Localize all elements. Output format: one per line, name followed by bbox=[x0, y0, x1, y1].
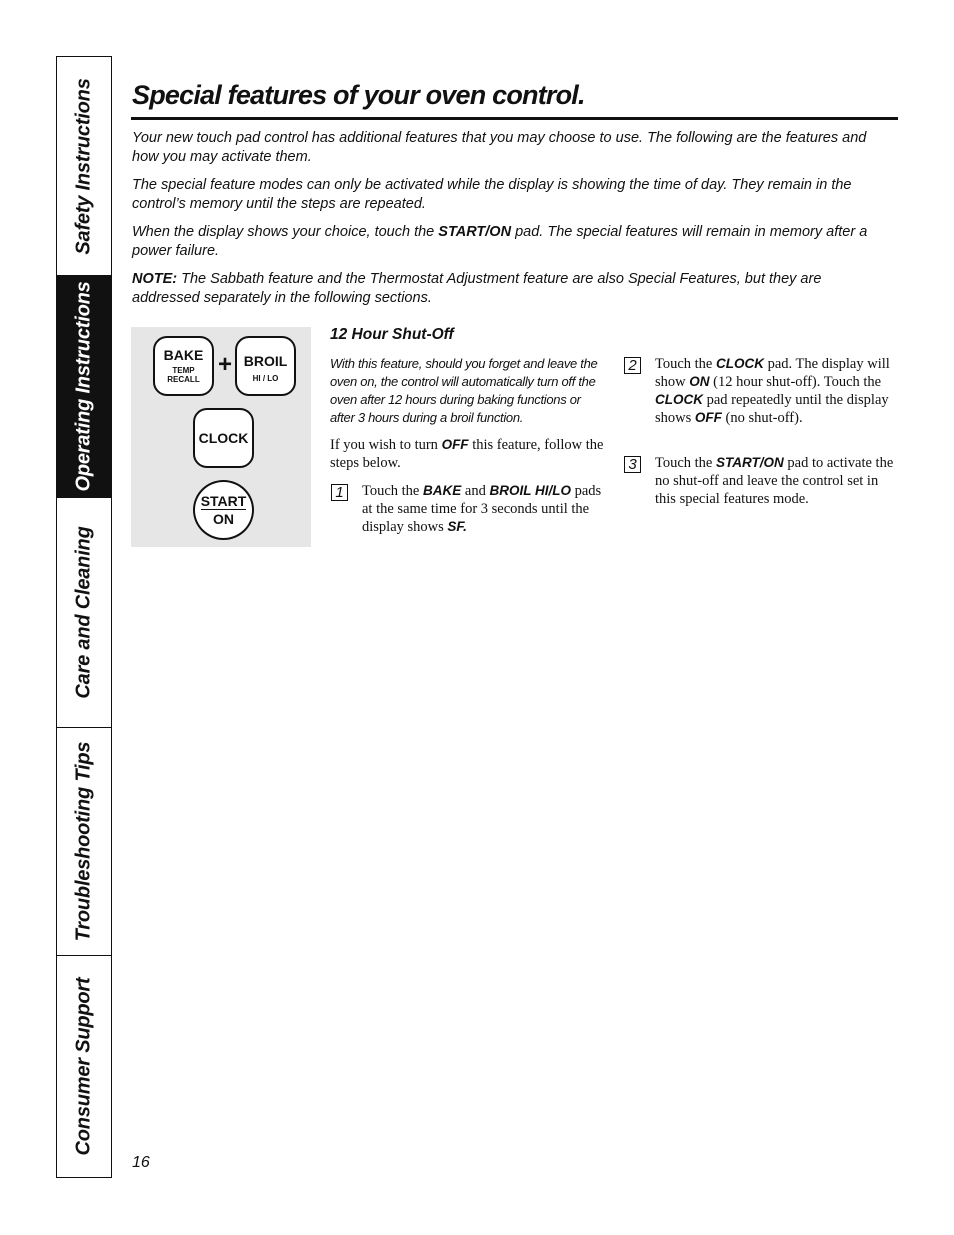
tab-label: Troubleshooting Tips bbox=[72, 741, 95, 942]
step-number: 2 bbox=[624, 357, 641, 374]
intro-paragraph-2: The special feature modes can only be activated while the display is showing the time of day. They remain in the control’s memory until the steps are repeated. bbox=[132, 177, 852, 212]
keyword: CLOCK bbox=[655, 392, 703, 407]
side-tabs bbox=[56, 56, 112, 1178]
keyword: START/ON bbox=[438, 224, 512, 240]
text: If you wish to turn bbox=[330, 437, 442, 453]
keyword: CLOCK bbox=[716, 356, 764, 371]
text: pad. The display will show bbox=[655, 356, 890, 390]
title-rule bbox=[131, 117, 898, 120]
step-text bbox=[655, 454, 899, 508]
text: (12 hour shut-off). Touch the bbox=[709, 374, 882, 390]
touch-pad-illustration bbox=[131, 327, 311, 547]
clock-pad bbox=[193, 408, 254, 468]
intro-note bbox=[132, 270, 892, 307]
text: The Sabbath feature and the Thermostat Adjustment feature are also Special Features, but they are addressed separately in the following sections. bbox=[132, 271, 822, 306]
step-1 bbox=[331, 482, 606, 536]
text: pads at the same time for 3 seconds until the display shows bbox=[362, 483, 602, 535]
pad-sublabel: TEMP bbox=[172, 366, 195, 375]
text: Touch the bbox=[655, 455, 716, 471]
page-number: 16 bbox=[132, 1154, 150, 1171]
step-text bbox=[655, 355, 899, 427]
broil-pad bbox=[235, 336, 296, 396]
tab-label: Care and Cleaning bbox=[72, 526, 95, 699]
tab-troubleshooting-tips[interactable] bbox=[57, 728, 111, 956]
text: this feature, follow the steps below. bbox=[330, 437, 604, 471]
tab-consumer-support[interactable] bbox=[57, 956, 111, 1177]
tab-care-and-cleaning[interactable] bbox=[57, 498, 111, 728]
tab-label: Operating Instructions bbox=[72, 281, 95, 492]
step-number: 3 bbox=[624, 456, 641, 473]
step-3 bbox=[624, 454, 899, 508]
intro-paragraph-3 bbox=[132, 223, 892, 260]
section-description: With this feature, should you forget and leave the oven on, the control will automatically turn off the oven after 12 hours during baking functions or after 3 hours during a broil function. bbox=[330, 356, 598, 425]
pad-label: BROIL bbox=[243, 352, 288, 369]
text: Touch the bbox=[655, 356, 716, 372]
section-instruction bbox=[330, 436, 605, 472]
keyword: START/ON bbox=[716, 455, 784, 470]
keyword: OFF bbox=[441, 437, 469, 452]
pad-label: ON bbox=[213, 510, 234, 527]
keyword: BAKE bbox=[423, 483, 462, 498]
note-label: NOTE: bbox=[132, 271, 178, 287]
tab-operating-instructions[interactable] bbox=[57, 276, 111, 498]
tab-label: Safety Instructions bbox=[72, 77, 95, 255]
pad-label: CLOCK bbox=[198, 429, 249, 446]
step-2 bbox=[624, 355, 899, 427]
section-title: 12 Hour Shut-Off bbox=[330, 326, 454, 343]
intro-text bbox=[132, 129, 892, 317]
text: pad. The special features will remain in memory after a power failure. bbox=[132, 224, 868, 259]
page-title: Special features of your oven control. bbox=[132, 80, 585, 110]
text: and bbox=[461, 483, 490, 499]
keyword: BROIL HI/LO bbox=[489, 483, 571, 498]
step-text bbox=[362, 482, 606, 536]
keyword: OFF bbox=[694, 410, 722, 425]
text: When the display shows your choice, touch the bbox=[132, 224, 439, 240]
tab-label: Consumer Support bbox=[72, 977, 95, 1156]
tab-safety-instructions[interactable] bbox=[57, 57, 111, 276]
keyword: ON bbox=[689, 374, 710, 389]
pad-sublabel: RECALL bbox=[167, 375, 200, 384]
step-number: 1 bbox=[331, 484, 348, 501]
bake-pad bbox=[153, 336, 214, 396]
text: pad to activate the no shut-off and leave the control set in this special features mode. bbox=[655, 455, 894, 507]
text: pad repeatedly until the display shows bbox=[655, 392, 889, 426]
plus-icon: + bbox=[217, 351, 232, 378]
intro-paragraph-1: Your new touch pad control has additional features that you may choose to use. The following are the features and how you may activate them. bbox=[132, 130, 867, 165]
pad-sublabel: HI / LO bbox=[252, 373, 279, 383]
keyword: SF. bbox=[447, 519, 467, 534]
pad-label: START bbox=[200, 492, 247, 509]
text: Touch the bbox=[362, 483, 423, 499]
pad-label: BAKE bbox=[163, 347, 204, 363]
text: (no shut-off). bbox=[721, 410, 803, 426]
start-on-pad bbox=[193, 480, 254, 540]
